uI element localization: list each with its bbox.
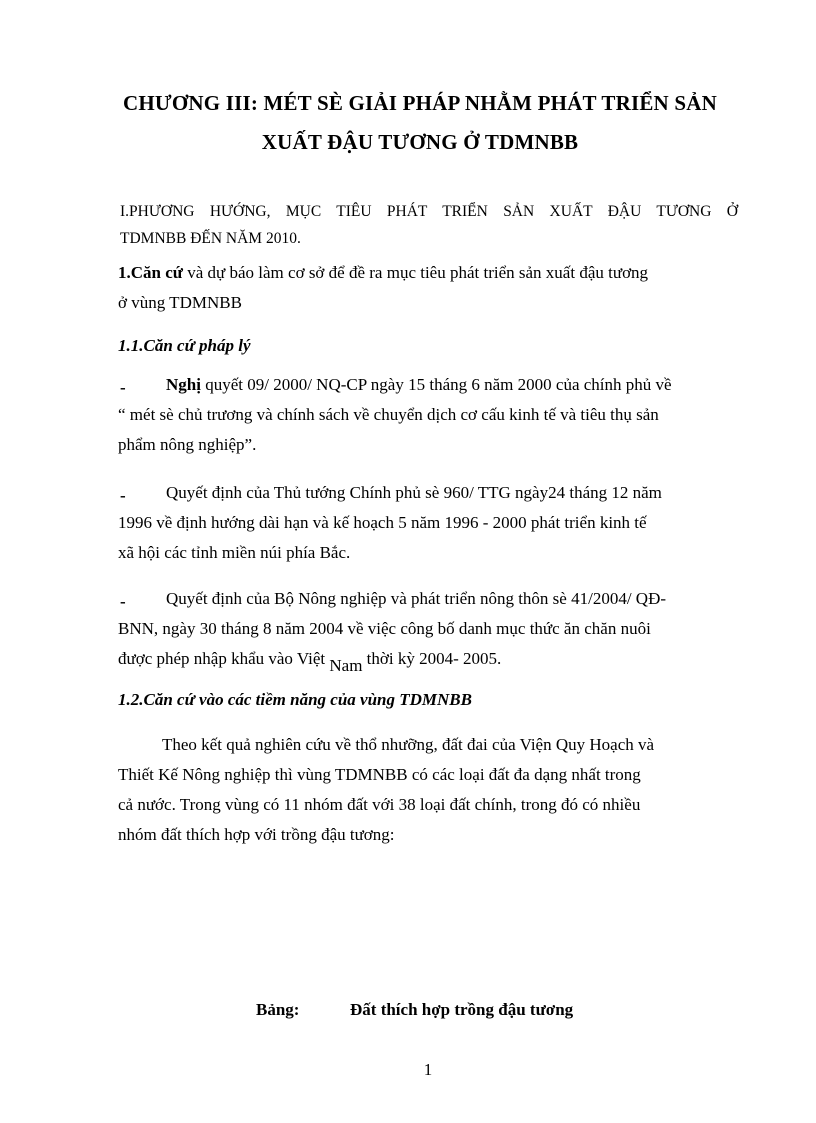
bullet-1-line-3: phẩm nông nghiệp”. — [118, 435, 257, 454]
bullet-1-dash: - — [120, 378, 126, 397]
bullet-1-line-2: “ mét sè chủ trương và chính sách về chuyển dịch cơ cấu kinh tế và tiêu thụ sản — [118, 405, 659, 424]
section-heading-line-2: TDMNBB ĐẾN NĂM 2010. — [120, 230, 301, 247]
table-caption-text: Đất thích hợp trồng đậu tương — [350, 1000, 574, 1019]
bullet-3-nam: Nam — [329, 656, 363, 675]
body-line-1: Theo kết quả nghiên cứu về thổ nhưỡng, đất đai của Viện Quy Hoạch và — [162, 735, 655, 754]
body-line-3: cả nước. Trong vùng có 11 nhóm đất với 38 loại đất chính, trong đó có nhiều — [118, 795, 641, 814]
bullet-3-line-2: BNN, ngày 30 tháng 8 năm 2004 về việc công bố danh mục thức ăn chăn nuôi — [118, 619, 651, 638]
chapter-title-line-2: XUẤT ĐẬU TƯƠNG Ở TDMNBB — [261, 130, 579, 154]
bullet-1-line-1-rest: quyết 09/ 2000/ NQ-CP ngày 15 tháng 6 năm 2000 của chính phủ về — [200, 375, 672, 394]
bullet-2-line-3: xã hội các tỉnh miền núi phía Bắc. — [118, 543, 351, 562]
bullet-1-bold-lead: Nghị — [166, 375, 201, 394]
bullet-3-paragraph — [118, 584, 740, 674]
section-heading — [120, 198, 738, 252]
point-1-bold-lead: 1.Căn cứ — [118, 263, 183, 282]
bullet-3-dash: - — [120, 592, 126, 611]
bullet-2-line-2: 1996 về định hướng dài hạn và kế hoạch 5 năm 1996 - 2000 phát triển kinh tế — [118, 513, 647, 532]
bullet-2-dash: - — [120, 486, 126, 505]
table-caption — [256, 1000, 573, 1020]
bullet-1-line-1 — [118, 370, 740, 400]
bullet-3-line-3-a: được phép nhập khẩu vào Việt — [118, 649, 330, 668]
subheading-potential: 1.2.Căn cứ vào các tiềm năng của vùng TDMNBB — [118, 690, 472, 709]
body-paragraph — [118, 730, 740, 850]
bullet-3-line-3 — [118, 644, 740, 674]
point-1-line-1 — [118, 258, 740, 288]
page-number: 1 — [423, 1060, 433, 1079]
bullet-2-line-1: Quyết định của Thủ tướng Chính phủ sè 960/ TTG ngày24 tháng 12 năm — [166, 483, 662, 502]
body-line-2: Thiết Kế Nông nghiệp thì vùng TDMNBB có các loại đất đa dạng nhất trong — [118, 765, 641, 784]
chapter-title — [100, 84, 740, 162]
bullet-1-paragraph — [118, 370, 740, 460]
table-caption-label: Bảng: — [256, 1000, 300, 1019]
subheading-legal-basis: 1.1.Căn cứ pháp lý — [118, 336, 251, 355]
chapter-title-line-1: CHƯƠNG III: MÉT SÈ GIẢI PHÁP NHẰM PHÁT TRIỂN SẢN — [123, 91, 717, 115]
bullet-3-line-3-b: thời kỳ 2004- 2005. — [362, 649, 502, 668]
body-line-4: nhóm đất thích hợp với trồng đậu tương: — [118, 825, 395, 844]
bullet-3-line-1: Quyết định của Bộ Nông nghiệp và phát triển nông thôn sè 41/2004/ QĐ- — [166, 589, 667, 608]
section-heading-line-1: I.PHƯƠNG HƯỚNG, MỤC TIÊU PHÁT TRIỂN SẢN XUẤT ĐẬU TƯƠNG Ở — [120, 203, 738, 220]
bullet-2-paragraph — [118, 478, 740, 568]
point-1-paragraph — [118, 258, 740, 318]
point-1-line-2: ở vùng TDMNBB — [118, 293, 242, 312]
point-1-line-1-rest: và dự báo làm cơ sở để đề ra mục tiêu phát triển sản xuất đậu tương — [182, 263, 649, 282]
